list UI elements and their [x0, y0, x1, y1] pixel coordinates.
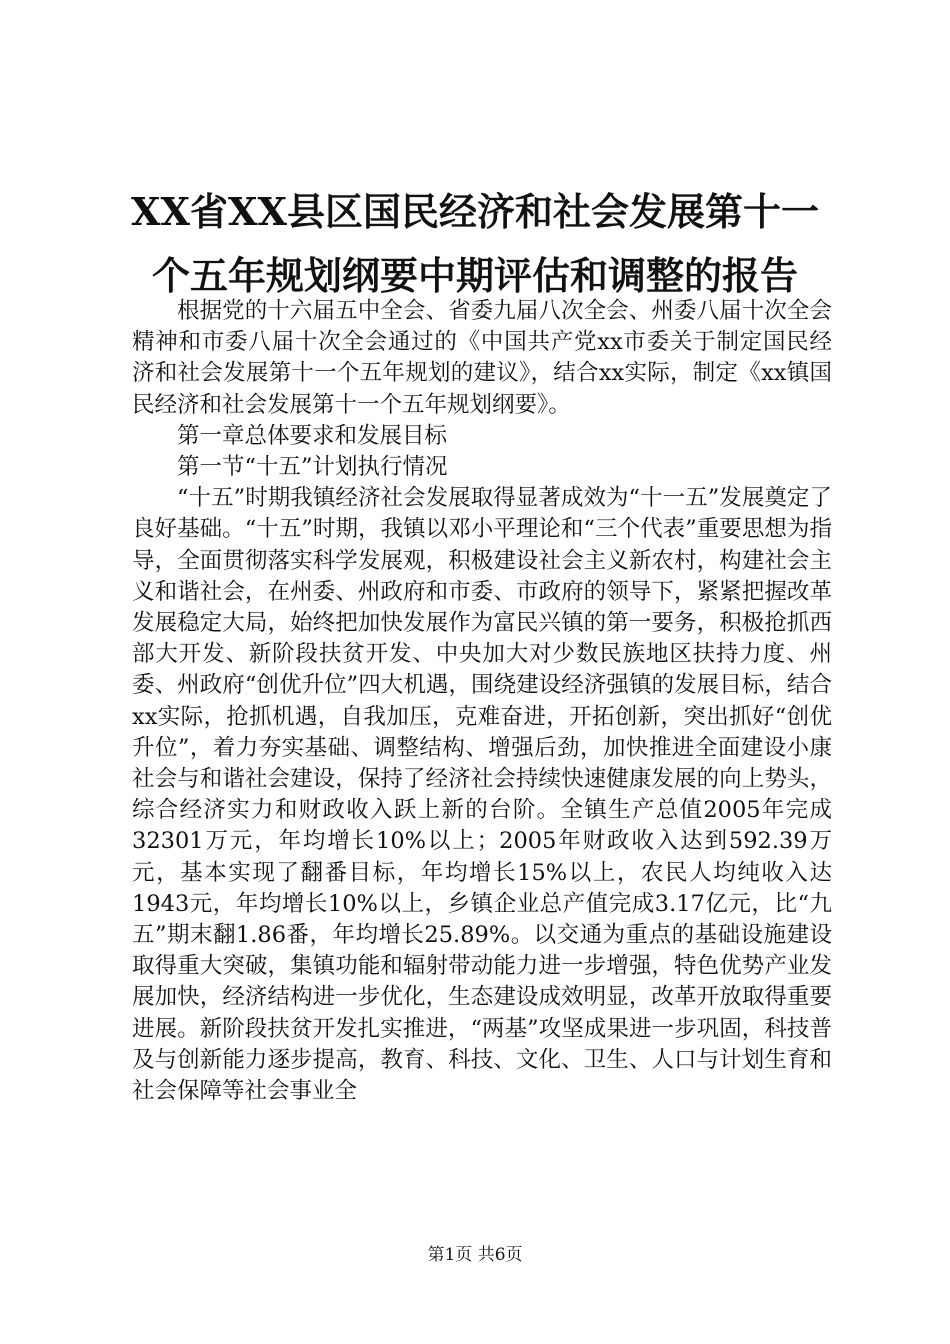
section-heading: 第一节“十五”计划执行情况: [177, 454, 448, 481]
document-title: XX省XX县区国民经济和社会发展第十一个五年规划纲要中期评估和调整的报告: [131, 189, 819, 298]
page-number: 第1页 共6页: [427, 1245, 523, 1265]
document-body: [132, 296, 832, 1107]
paragraph-main: “十五”时期我镇经济社会发展取得显著成效为“十一五”发展奠定了良好基础。“十五”时期，我镇以邓小平理论和“三个代表”重要思想为指导，全面贯彻落实科学发展观，积极建设社会主义新农村，构建社会主义和谐社会，在州委、州政府和市委、市政府的领导下，紧紧把握改革发展稳定大局，始终把加快发展作为富民兴镇的第一要务，积极抢抓西部大开发、新阶段扶贫开发、中央加大对少数民族地区扶持力度、州委、州政府“创优升位”四大机遇，围绕建设经济强镇的发展目标，结合xx实际，抢抓机遇，自我加压，克难奋进，开拓创新，突出抓好“创优升位”，着力夯实基础、调整结构、增强后劲，加快推进全面建设小康社会与和谐社会建设，保持了经济社会持续快速健康发展的向上势头，综合经济实力和财政收入跃上新的台阶。全镇生产总值2005年完成32301万元，年均增长10%以上；2005年财政收入达到592.39万元，基本实现了翻番目标，年均增长15%以上，农民人均纯收入达1943元，年均增长10%以上，乡镇企业总产值完成3.17亿元，比“九五”期末翻1.86番，年均增长25.89%。以交通为重点的基础设施建设取得重大突破，集镇功能和辐射带动能力进一步增强，特色优势产业发展加快，经济结构进一步优化，生态建设成效明显，改革开放取得重要进展。新阶段扶贫开发扎实推进，“两基”攻坚成果进一步巩固，科技普及与创新能力逐步提高，教育、科技、文化、卫生、人口与计划生育和社会保障等社会事业全: [132, 485, 832, 1105]
chapter-heading: 第一章总体要求和发展目标: [177, 422, 448, 449]
paragraph-intro: 根据党的十六届五中全会、省委九届八次全会、州委八届十次全会精神和市委八届十次全会通过的《中国共产党xx市委关于制定国民经济和社会发展第十一个五年规划的建议》，结合xx实际，制定《xx镇国民经济和社会发展第十一个五年规划纲要》。: [132, 298, 832, 418]
